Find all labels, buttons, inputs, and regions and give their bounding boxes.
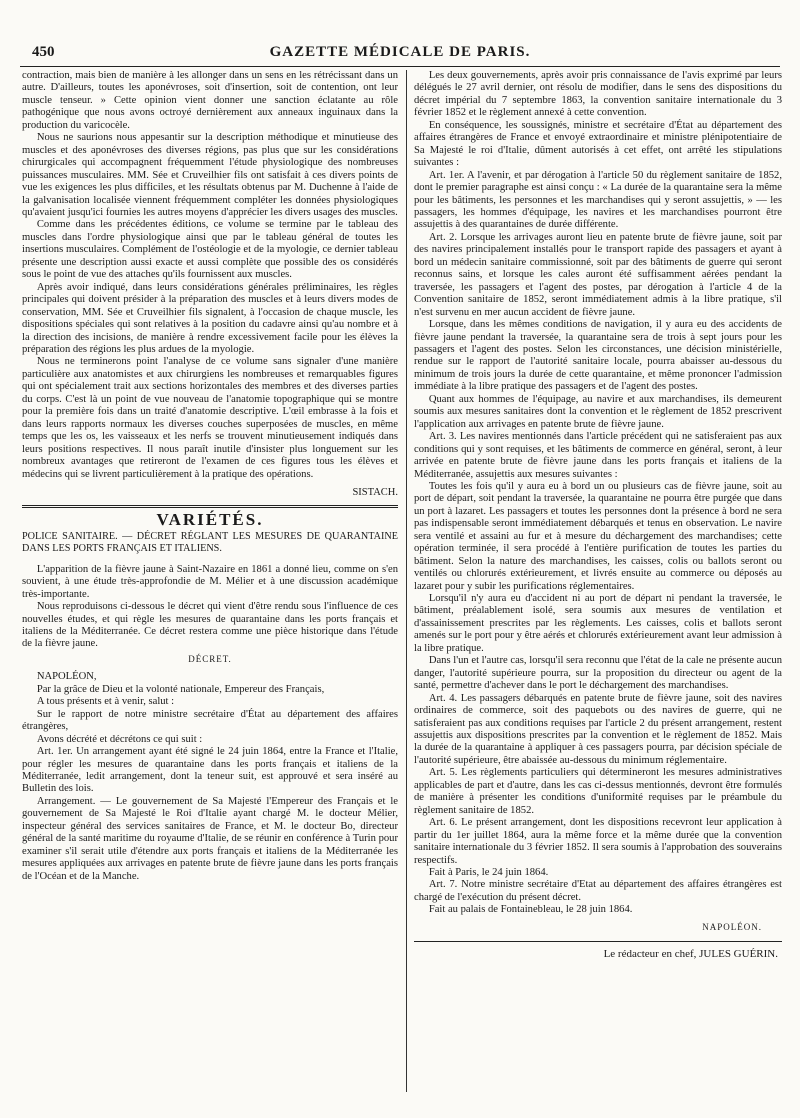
section-separator (22, 505, 398, 508)
footer-rule (414, 941, 782, 942)
review-signature: SISTACH. (352, 486, 398, 498)
section-title: VARIÉTÉS. (156, 510, 264, 530)
paragraph: Lorsqu'il n'y aura eu d'accident ni au port de départ ni pendant la traversée, le bâtiment, préalablement isolé, sera soumis aux mesures de ventilation et d'assainissement prescrites par les règlements. Les caisses, colis et ballots seront amenés sur le port pour y être aérés et chlorurés extérieurement avant leur admission à la libre pratique. (414, 593, 782, 654)
paragraph: Comme dans les précédentes éditions, ce volume se termine par le tableau des muscles dans l'ordre physiologique ainsi que par le tableau général de toutes les insertions musculaires. Complément de l'ostéologie et de la myologie, ce dernier tableau présente une description aussi exacte et aussi complète que possible des os considérés sous le point de vue des attaches qu'ils fournissent aux muscles. (22, 219, 398, 281)
paragraph: Art. 5. Les règlements particuliers qui détermineront les mesures administratives applicables de part et d'autre, dans les cas ci-dessus mentionnés, devront être formulés de manière à présenter les conditions d'uniformité requises par le préambule du règlement sanitaire de 1852. (414, 767, 782, 816)
paragraph: Nous ne terminerons point l'analyse de ce volume sans signaler d'une manière particulière aux anatomistes et aux chirurgiens les nombreuses et remarquables figures qui ont spécialement trait aux sections horizontales des membres et des diverses parties du corps. C'est là un point de vue nouveau de l'anatomie topographique qui se montre pour la première fois dans un traité d'anatomie descriptive. L'œil embrasse à la fois et dans leurs rapports normaux les diverses couches superposées de muscles, en même temps que les os, les vaisseaux et les nerfs se trouvent minutieusement indiqués dans leurs positions respectives. Il nous paraît inutile d'insister plus longuement sur les nombreux avantages que retireront de l'examen de ces figures tous les élèves et médecins qui se livrent particulièrement à la pratique des opérations. (22, 356, 398, 480)
article-subhead: POLICE SANITAIRE. — DÉCRET RÉGLANT LES MESURES DE QUARANTAINE DANS LES PORTS FRANÇAIS ET ITALIENS. (22, 530, 398, 555)
paragraph: Art. 6. Le présent arrangement, dont les dispositions recevront leur application à partir du 1er juillet 1864, aura la même force et la même durée que la convention sanitaire internationale du 3 février 1852. Il sera soumis à l'approbation des souverains respectifs. (414, 817, 782, 866)
journal-title: GAZETTE MÉDICALE DE PARIS. (269, 44, 531, 60)
paragraph: Fait à Paris, le 24 juin 1864. (428, 867, 549, 878)
column-divider (406, 70, 407, 1092)
footer-prefix: Le rédacteur en chef, (603, 948, 697, 961)
page-header (20, 38, 780, 67)
paragraph: contraction, mais bien de manière à les allonger dans un sens en les rétrécissant dans un autre. D'ailleurs, toutes les aponévroses, soit d'insertion, soit de contention, ont leur muscle tenseur. » Cette opinion vient donner une sanction éclatante au rôle pathogénique que nous avons octroyé dernièrement aux anneaux inguinaux dans la production du varicocèle. (22, 70, 398, 131)
paragraph: Nous ne saurions nous appesantir sur la description méthodique et minutieuse des muscles et des aponévroses des diverses régions, pas plus que sur les considérations chirurgicales qui accompagnent fréquemment l'étude physiologique des nombreuses puissances musculaires. MM. Sée et Cruveilhier fils ont satisfait à ces divers points de vue les exigences les plus difficiles, et les résultats obtenus par M. Duchenne à l'aide de la galvanisation localisée viennent fréquemment compléter les données physiologiques qu'avaient jusqu'ici fournies les autres moyens d'apprécier les divers usages des muscles. (22, 132, 398, 218)
decree-heading: DÉCRET. (188, 653, 232, 664)
right-column (414, 70, 782, 961)
decree-line: NAPOLÉON, (36, 671, 97, 683)
decree-line: Sur le rapport de notre ministre secrétaire d'État au département des affaires étrangères, (22, 708, 398, 733)
paragraph: Art. 1er. A l'avenir, et par dérogation à l'article 50 du règlement sanitaire de 1852, dont le premier paragraphe est ainsi conçu : « La durée de la quarantaine sera la même pour les bâtiments, les personnes et les marchandises qui y seront assujettis, » — les passagers, les hommes d'équipage, les navires et les marchandises pourront être assujettis à des quarantaines de durée différente. (414, 169, 782, 231)
editor-footer (414, 948, 778, 960)
left-column (22, 70, 398, 883)
page-number: 450 (32, 44, 55, 60)
decree-line: A tous présents et à venir, salut : (36, 696, 175, 708)
paragraph: Dans l'un et l'autre cas, lorsqu'il sera reconnu que l'état de la cale ne présente aucun danger, l'autorité supérieure pourra, sur la proposition du directeur ou agent de la santé, permettre d'achever dans le port le déchargement des marchandises. (414, 655, 782, 692)
paragraph: Art. 7. Notre ministre secrétaire d'Etat au département des affaires étrangères est chargé de l'exécution du présent décret. (414, 879, 782, 903)
editor-name: JULES GUÉRIN. (699, 948, 778, 961)
decree-line: Avons décrété et décrétons ce qui suit : (36, 733, 203, 745)
decree-line: Art. 1er. Un arrangement ayant été signé le 24 juin 1864, entre la France et l'Italie, pour régler les mesures de quarantaine dans les ports français et italiens de la Méditerranée, ledit arrangement, dont la teneur suit, est approuvé et sera inséré au Bulletin des lois. (22, 746, 398, 795)
paragraph: Nous reproduisons ci-dessous le décret qui vient d'être rendu sous l'influence de ces nouvelles études, et qui règle les mesures de quarantaine dans les ports français et italiens de la Méditerranée. Ce décret restera comme une pièce historique dans l'étude de la fièvre jaune. (22, 601, 398, 650)
paragraph: En conséquence, les soussignés, ministre et secrétaire d'État au département des affaires étrangères de France et envoyé extraordinaire et ministre plénipotentiaire de Sa Majesté le roi d'Italie, dûment autorisés à cet effet, ont arrêté les stipulations suivantes : (414, 119, 782, 169)
decree-signature: NAPOLÉON. (702, 921, 762, 932)
paragraph: Art. 3. Les navires mentionnés dans l'article précédent qui ne satisferaient pas aux conditions qui y sont requises, et les bâtiments de commerce en général, seront, à leur arrivée en patente brute de fièvre jaune dans les ports français et italiens de la Méditerranée, assujettis aux mesures suivantes : (414, 431, 782, 480)
paragraph: Les deux gouvernements, après avoir pris connaissance de l'avis exprimé par leurs délégués le 27 avril dernier, ont résolu de modifier, dans le sens des dispositions du décret impérial du 7 septembre 1863, la convention sanitaire internationale du 3 février 1852 et le règlement annexé à cette convention. (414, 70, 782, 119)
paragraph: Fait au palais de Fontainebleau, le 28 juin 1864. (428, 904, 633, 916)
paragraph: Lorsque, dans les mêmes conditions de navigation, il y aura eu des accidents de fièvre jaune pendant la traversée, la quarantaine sera de trois à sept jours pour les passagers et l'agent des postes. Selon les circonstances, une décision ministérielle, rendue sur le rapport de l'autorité sanitaire locale, pourra abaisser au-dessous du minimum de trois jours la durée de cette quarantaine, et même prononcer l'admission immédiate à la libre pratique des passagers et de l'agent des postes. (414, 319, 782, 393)
decree-line: Arrangement. — Le gouvernement de Sa Majesté l'Empereur des Français et le gouvernement de Sa Majesté le Roi d'Italie ayant chargé M. le docteur Mélier, inspecteur général des services sanitaires de France, et M. le docteur Bo, directeur général de la santé maritime du royaume d'Italie, de se réunir en conférence à Turin pour examiner s'il serait utile d'étendre aux ports français et italiens de la Méditerranée les mesures appliquées aux arrivages en patente brute de fièvre jaune dans les ports français de l'Océan et de la Manche. (22, 795, 398, 882)
decree-line: Par la grâce de Dieu et la volonté nationale, Empereur des Français, (36, 683, 325, 695)
paragraph: Toutes les fois qu'il y aura eu à bord un ou plusieurs cas de fièvre jaune, soit au port de départ, soit pendant la traversée, la quarantaine ne pourra être purgée que dans un port à lazaret. Les passagers et toutes les personnes dont la présence à bord ne sera pas indispensable seront immédiatement débarqués et tenus en observation. Le navire sera ventilé et assaini au fur et à mesure du déchargement des marchandises; cette opération terminée, il sera procédé à l'entière purification de toutes les parties du bâtiment. Selon la nature des marchandises, les caisses, colis ou ballots seront ou ventilés ou chlorurés extérieurement, et livrés ensuite au commerce ou déposés au lazaret pour y subir les purifications réglementaires. (414, 480, 782, 592)
paragraph: L'apparition de la fièvre jaune à Saint-Nazaire en 1861 a donné lieu, comme on s'en souvient, à une étude très-approfondie de M. Mélier et à une discussion académique très-importante. (22, 563, 398, 600)
paragraph: Art. 2. Lorsque les arrivages auront lieu en patente brute de fièvre jaune, soit par des navires principalement installés pour le transport rapide des passagers et ayant à bord un médecin sanitaire commissionné, soit par des bâtiments de guerre qui seront reconnus sains, et lorsque les cales auront été suffisamment aérées pendant la traversée, les passagers et l'agent des postes, par dérogation à l'article 4 de la Convention sanitaire de 1852, seront immédiatement admis à la libre pratique, s'il n'est survenu en mer aucun accident de fièvre jaune. (414, 231, 782, 318)
paragraph: Art. 4. Les passagers débarqués en patente brute de fièvre jaune, soit des navires ordinaires de commerce, soit des paquebots ou des navires de guerre, qui ne satisferaient pas aux conditions requises par l'article 2 du présent arrangement, restent assujettis aux dispositions prescrites par la convention et le règlement de 1852. Mais la durée de la quarantaine à appliquer à ces passagers pourra, par décision spéciale de l'autorité supérieure, être abaissée au-dessous du minimum réglementaire. (414, 692, 782, 766)
paragraph: Après avoir indiqué, dans leurs considérations générales préliminaires, les règles principales qui doivent présider à la préparation des muscles et à leurs divers modes de conservation, MM. Sée et Cruveilhier fils signalent, à l'occasion de chaque muscle, les dispositions spéciales qui sont relatives à la position du cadavre ainsi qu'au nombre et à la direction des incisions, de manière à rendre excessivement facile pour les élèves la préparation des régions les plus ardues de la myologie. (22, 281, 398, 355)
paragraph: Quant aux hommes de l'équipage, au navire et aux marchandises, ils demeurent soumis aux mesures sanitaires dont la convention et le règlement de 1852 prescrivent l'application aux arrivages en patente brute de fièvre jaune. (414, 393, 782, 430)
